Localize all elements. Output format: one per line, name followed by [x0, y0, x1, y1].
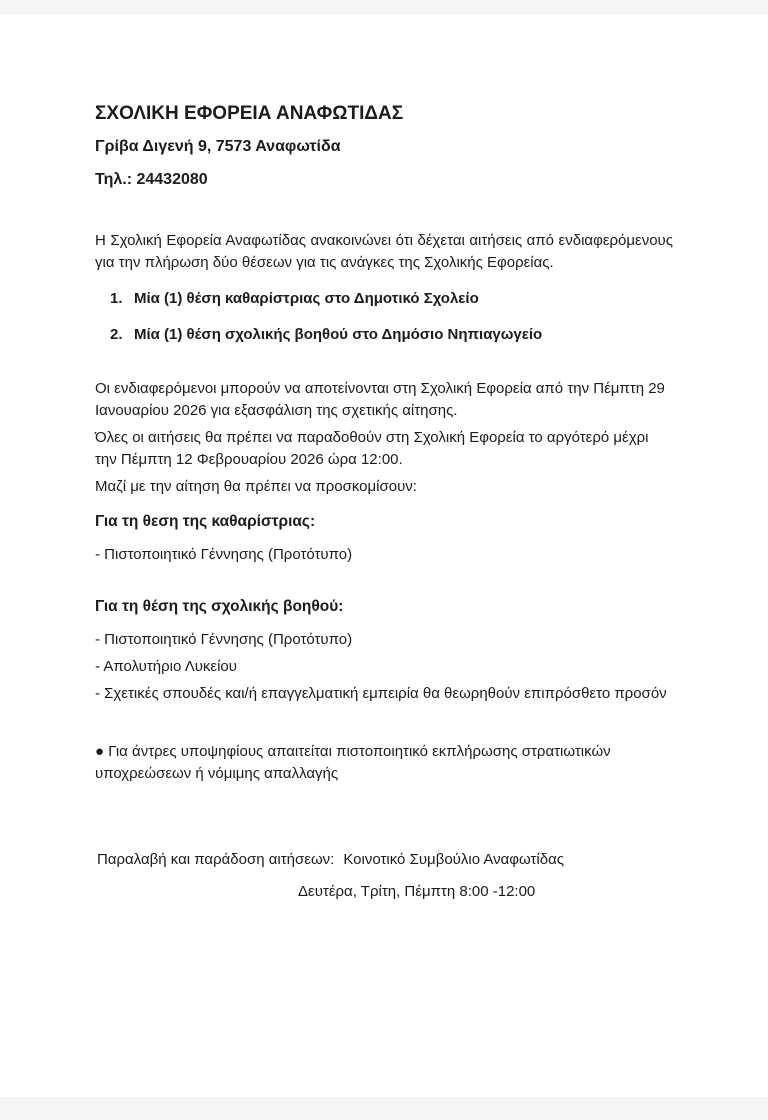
position-number: 1. — [110, 290, 123, 307]
cleaner-doc-item: - Πιστοποιητικό Γέννησης (Προτότυπο) — [95, 546, 353, 563]
address-line: Γρίβα Διγενή 9, 7573 Αναφωτίδα — [95, 138, 341, 155]
military-note-text: Για άντρες υποψηφίους απαιτείται πιστοποιητικό εκπλήρωσης στρατιωτικών υποχρεώσεων ή νόμιμης απαλλαγής — [95, 743, 611, 782]
footer-block — [95, 849, 673, 903]
org-name: ΣΧΟΛΙΚΗ ΕΦΟΡΕΙΑ ΑΝΑΦΩΤΙΔΑΣ — [95, 103, 404, 124]
bullet-icon: ● — [95, 743, 105, 760]
documents-intro-paragraph: Μαζί με την αίτηση θα πρέπει να προσκομίσουν: — [95, 478, 417, 495]
footer-label: Παραλαβή και παράδοση αιτήσεων: — [97, 851, 335, 868]
assistant-section-heading: Για τη θέση της σχολικής βοηθού: — [95, 598, 344, 615]
deadline-paragraph: Όλες οι αιτήσεις θα πρέπει να παραδοθούν στη Σχολική Εφορεία το αργότερό μέχρι την Πέμπτη 12 Φεβρουαρίου 2026 ώρα 12:00. — [95, 429, 649, 468]
positions-list — [95, 288, 673, 346]
assistant-doc-item: - Απολυτήριο Λυκείου — [95, 658, 237, 675]
military-note — [95, 741, 673, 785]
position-label: Μία (1) θέση σχολικής βοηθού στο Δημόσιο Νηπιαγωγείο — [134, 326, 543, 343]
footer-line1 — [97, 849, 673, 871]
assistant-doc-item: - Πιστοποιητικό Γέννησης (Προτότυπο) — [95, 631, 353, 648]
footer-value: Κοινοτικό Συμβούλιο Αναφωτίδας — [343, 851, 565, 868]
section-spacer — [95, 571, 673, 596]
section-spacer — [95, 710, 673, 741]
document-page — [0, 14, 768, 1097]
document-content — [0, 14, 768, 903]
apply-info-paragraph: Οι ενδιαφερόμενοι μπορούν να αποτείνονται στη Σχολική Εφορεία από την Πέμπτη 29 Ιανουαρίου 2026 για εξασφάλιση της σχετικής αίτησης. — [95, 380, 665, 419]
position-item — [95, 288, 673, 310]
position-item — [95, 324, 673, 346]
assistant-doc-item: - Σχετικές σπουδές και/ή επαγγελματική εμπειρία θα θεωρηθούν επιπρόσθετο προσόν — [95, 685, 667, 702]
position-label: Μία (1) θέση καθαρίστριας στο Δημοτικό Σχολείο — [134, 290, 479, 307]
phone-line: Τηλ.: 24432080 — [95, 171, 208, 188]
footer-line2: Δευτέρα, Τρίτη, Πέμπτη 8:00 -12:00 — [298, 883, 536, 900]
position-number: 2. — [110, 326, 123, 343]
intro-paragraph: Η Σχολική Εφορεία Αναφωτίδας ανακοινώνει ότι δέχεται αιτήσεις από ενδιαφερόμενους για την πλήρωση δύο θέσεων για τις ανάγκες της Σχολικής Εφορείας. — [95, 232, 673, 271]
cleaner-section-heading: Για τη θεση της καθαρίστριας: — [95, 513, 316, 530]
